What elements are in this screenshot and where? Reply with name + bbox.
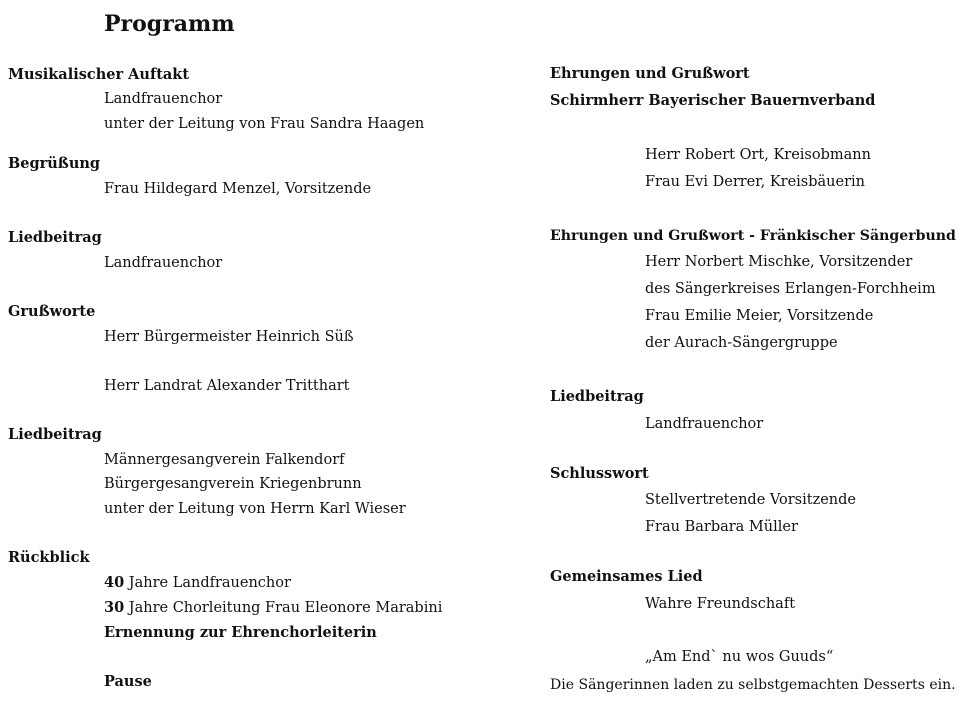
section-heading-schlusswort: Schlusswort [550,465,649,482]
program-item: Männergesangverein Falkendorf [104,452,345,468]
program-item: Herr Bürgermeister Heinrich Süß [104,329,354,345]
section-heading-rueckblick: Rückblick [8,549,90,566]
program-item: Herr Landrat Alexander Tritthart [104,378,350,394]
program-item: des Sängerkreises Erlangen-Forchheim [645,281,936,297]
program-item: Landfrauenchor [104,255,223,271]
section-heading-ehrungen: Ehrungen und Grußwort - Fränkischer Sängerbund [550,228,956,244]
section-heading-grussworte: Grußworte [8,303,96,320]
program-item [104,574,291,592]
program-item: Landfrauenchor [645,416,764,432]
anniversary-text: Jahre Chorleitung Frau Eleonore Marabini [124,600,443,616]
section-heading-auftakt: Musikalischer Auftakt [8,66,190,83]
program-item-honor: Ernennung zur Ehrenchorleiterin [104,624,377,641]
program-item: Landfrauenchor [104,91,223,107]
anniversary-text: Jahre Landfrauenchor [124,575,291,591]
section-heading-liedbeitrag: Liedbeitrag [550,388,644,405]
closing-note: Die Sängerinnen laden zu selbstgemachten Desserts ein. [550,677,956,693]
program-item: der Aurach-Sängergruppe [645,335,838,351]
program-item: Stellvertretende Vorsitzende [645,492,857,508]
program-item: „Am End` nu wos Guuds“ [645,649,834,665]
section-heading-begruessung: Begrüßung [8,155,101,172]
anniversary-number: 40 [104,574,125,591]
section-heading-ehrungen: Ehrungen und Grußwort [550,65,750,82]
anniversary-number: 30 [104,599,125,616]
program-item-pause: Pause [104,673,152,690]
program-item: Frau Evi Derrer, Kreisbäuerin [645,174,865,190]
program-item [104,599,442,617]
program-item: unter der Leitung von Herrn Karl Wieser [104,501,406,517]
program-item: unter der Leitung von Frau Sandra Haagen [104,116,425,132]
program-item: Herr Norbert Mischke, Vorsitzender [645,254,913,270]
program-item: Frau Hildegard Menzel, Vorsitzende [104,181,372,197]
program-item: Wahre Freundschaft [645,596,796,612]
program-item: Herr Robert Ort, Kreisobmann [645,147,871,163]
program-item: Bürgergesangverein Kriegenbrunn [104,476,362,492]
program-item: Frau Emilie Meier, Vorsitzende [645,308,874,324]
section-heading-liedbeitrag: Liedbeitrag [8,426,102,443]
section-heading-gemeinsames-lied: Gemeinsames Lied [550,568,703,585]
program-item: Frau Barbara Müller [645,519,798,535]
page-title: Programm [104,11,235,37]
section-heading-liedbeitrag: Liedbeitrag [8,229,102,246]
section-subheading: Schirmherr Bayerischer Bauernverband [550,92,876,109]
